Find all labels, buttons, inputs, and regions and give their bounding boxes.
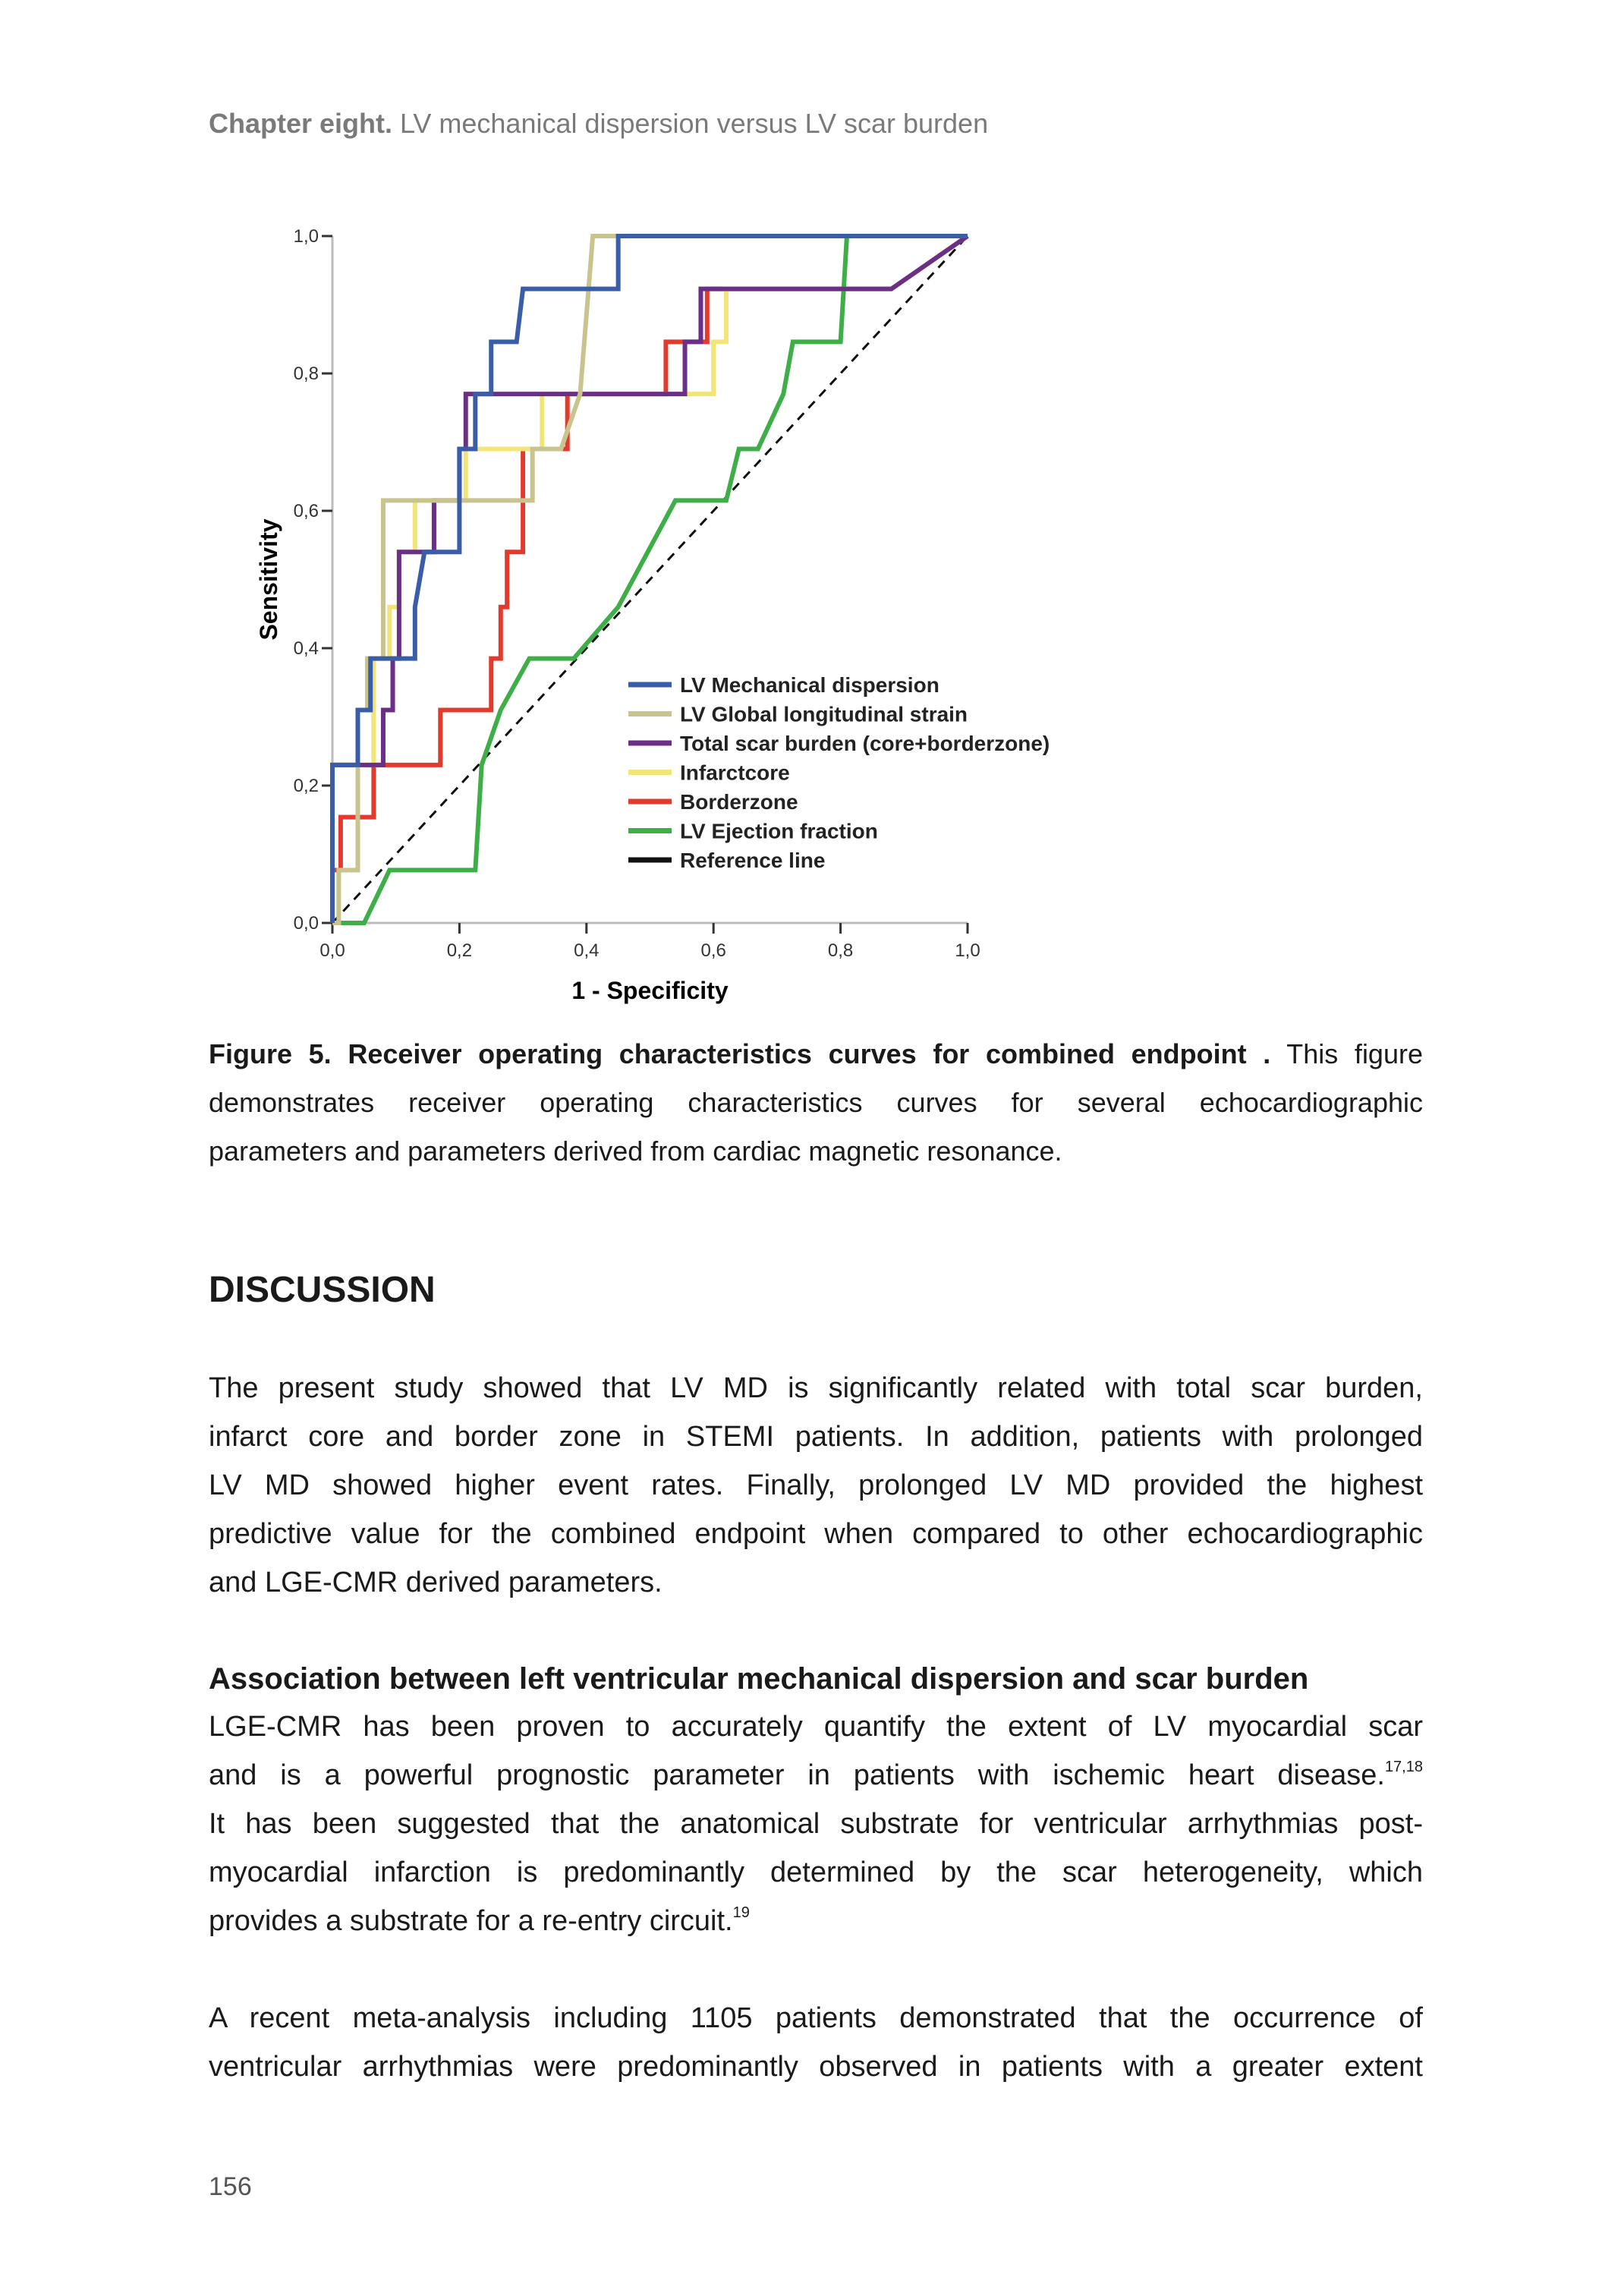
x-tick-label: 0,4: [574, 940, 600, 961]
paragraph-line: The present study showed that LV MD is significantly related with total scar burden,: [209, 1372, 1423, 1404]
chapter-label: Chapter eight.: [209, 108, 393, 139]
caption-line: demonstrates receiver operating characteristics curves for several echocardiographic: [209, 1087, 1423, 1118]
section-heading: DISCUSSION: [209, 1270, 436, 1310]
chart-legend: [628, 673, 1050, 872]
citation: 19: [732, 1904, 750, 1921]
x-tick-label: 0,8: [827, 940, 854, 961]
roc-chart: [0, 0, 1624, 1032]
legend-label: Infarctcore: [680, 761, 790, 785]
subsection-heading: Association between left ventricular mechanical dispersion and scar burden: [209, 1662, 1309, 1696]
y-tick-label: 0,2: [293, 776, 319, 796]
x-tick-label: 0,2: [446, 940, 473, 961]
caption-line: parameters and parameters derived from cardiac magnetic resonance.: [209, 1135, 1062, 1167]
paragraph-line: myocardial infarction is predominantly determined by the scar heterogeneity, which: [209, 1857, 1423, 1888]
chapter-title: LV mechanical dispersion versus LV scar burden: [400, 108, 989, 139]
caption-line: [209, 1038, 1423, 1087]
paragraph-line: ventricular arrhythmias were predominantly observed in patients with a greater extent: [209, 2051, 1423, 2083]
legend-label: LV Global longitudinal strain: [680, 702, 968, 726]
y-tick-label: 0,0: [293, 913, 319, 934]
paragraph-line: LGE-CMR has been proven to accurately quantify the extent of LV myocardial scar: [209, 1711, 1423, 1743]
legend-label: LV Ejection fraction: [680, 819, 878, 843]
paragraph-text: and is a powerful prognostic parameter in patients with ischemic heart disease.: [209, 1759, 1385, 1791]
paragraph-line: infarct core and border zone in STEMI patients. In addition, patients with prolonged: [209, 1421, 1423, 1453]
y-tick-label: 0,6: [293, 501, 319, 521]
legend-label: Reference line: [680, 849, 826, 872]
paragraph-line: and LGE-CMR derived parameters.: [209, 1567, 663, 1598]
legend-label: Total scar burden (core+borderzone): [680, 732, 1050, 755]
x-tick-label: 0,0: [319, 940, 345, 961]
caption-label: Figure 5. Receiver operating characteristics curves for combined endpoint .: [209, 1038, 1271, 1069]
paragraph-line: A recent meta-analysis including 1105 patients demonstrated that the occurrence of: [209, 2002, 1423, 2034]
x-tick-label: 1,0: [955, 940, 980, 961]
citation: 17,18: [1384, 1759, 1423, 1775]
y-tick-label: 1,0: [293, 226, 319, 247]
paragraph-text: provides a substrate for a re-entry circuit.: [209, 1905, 733, 1937]
x-axis-label: 1 - Specificity: [571, 977, 729, 1004]
paragraph-line: [209, 1759, 1423, 1792]
paragraph-line: LV MD showed higher event rates. Finally, prolonged LV MD provided the highest: [209, 1469, 1423, 1501]
x-tick-label: 0,6: [700, 940, 726, 961]
caption-text: This figure: [1270, 1038, 1423, 1069]
y-tick-label: 0,4: [293, 638, 319, 659]
y-axis-label: Sensitivity: [255, 518, 282, 641]
page-number: 156: [209, 2172, 252, 2201]
legend-label: Borderzone: [680, 790, 798, 814]
legend-label: LV Mechanical dispersion: [680, 673, 939, 697]
paragraph-line: predictive value for the combined endpoint when compared to other echocardiographic: [209, 1518, 1423, 1550]
paragraph-line: [209, 1905, 1423, 1938]
paragraph-line: It has been suggested that the anatomical substrate for ventricular arrhythmias post-: [209, 1808, 1423, 1840]
y-tick-label: 0,8: [293, 364, 319, 384]
